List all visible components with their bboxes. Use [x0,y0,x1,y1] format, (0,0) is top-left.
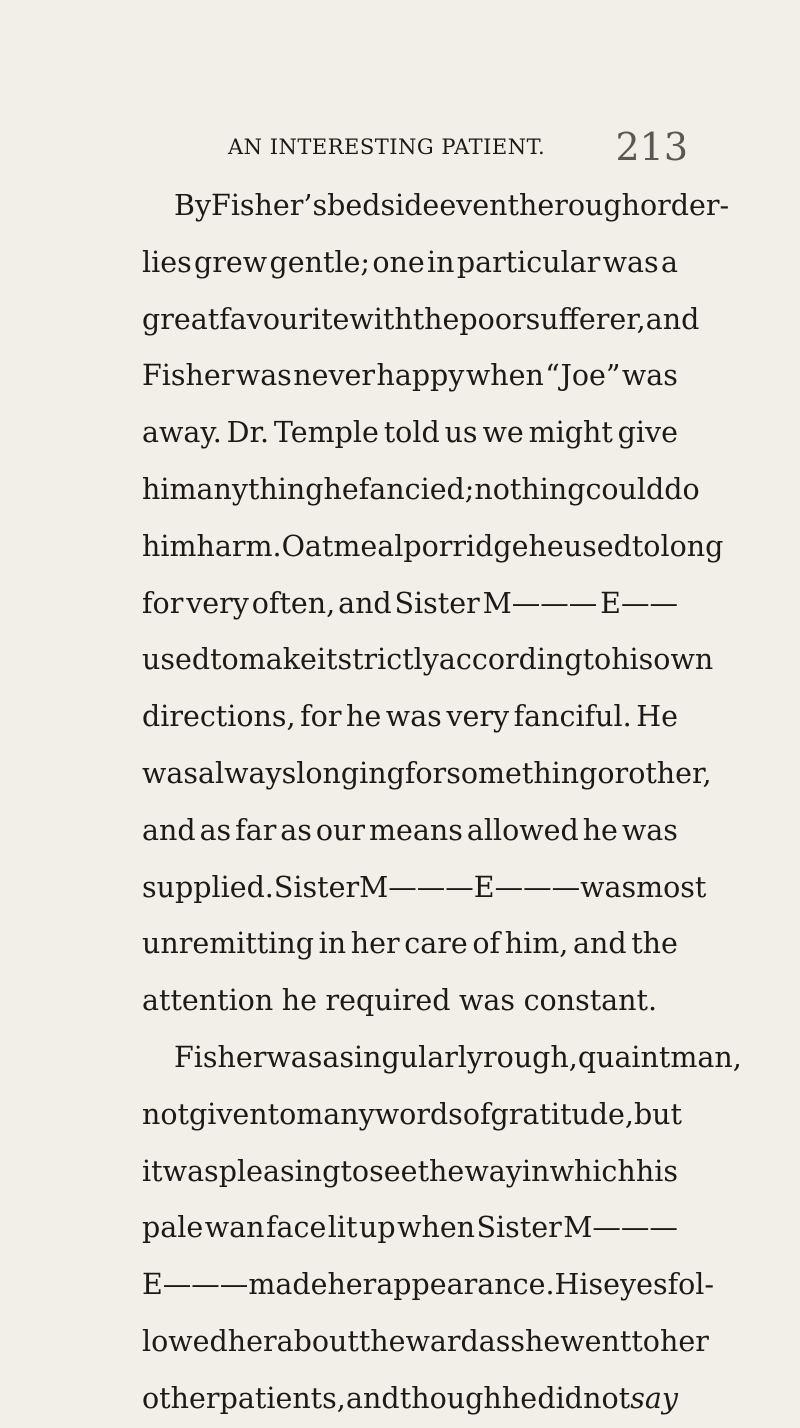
word: we [482,416,524,450]
word: favourite [219,302,350,336]
word: M——— [482,586,598,620]
word: was [235,359,292,393]
text-line [142,519,724,576]
text-line [142,1144,678,1201]
word: to [340,1154,370,1188]
word: to [631,529,661,563]
word: wan [204,1211,265,1245]
word: it [142,1154,163,1188]
page-number: 213 [615,125,688,169]
word: for [300,700,342,734]
word: Sister [476,1211,562,1245]
italic-word: say [630,1381,678,1415]
word: to [582,643,612,677]
word: anything [196,472,324,506]
word: constant. [523,984,658,1018]
word: her [659,1324,709,1358]
word: great [142,302,220,336]
word: away. [142,416,222,450]
word: as [199,813,232,847]
word: rough, [483,1040,578,1074]
text-line [142,746,712,803]
word: her [327,1268,377,1302]
text-line [142,178,730,235]
word: her [227,1324,277,1358]
word: other [142,1381,220,1415]
word: was [385,700,442,734]
word: as [478,1324,511,1358]
page-header [228,125,688,175]
word: was [621,359,678,393]
word: us [444,416,478,450]
word: him [142,472,197,506]
word: eyes [603,1268,668,1302]
word: when [397,1211,476,1245]
word: a [322,1040,340,1074]
text-line [142,973,678,1030]
word: directions, [142,700,296,734]
word: which [549,1154,636,1188]
word: according [438,643,583,677]
word: pleasing [218,1154,341,1188]
word: about [276,1324,359,1358]
word: he [346,700,382,734]
word: and [572,927,627,961]
text-line [142,916,678,973]
word: M——— [359,870,474,904]
word: singularly [339,1040,484,1074]
word: Fisher [174,1040,267,1074]
word: give [617,416,678,450]
word: made [248,1268,328,1302]
word: her [350,927,400,961]
word: was [266,1040,323,1074]
running-head: AN INTERESTING PATIENT. [228,135,546,159]
text-line [142,860,707,917]
word: happy [376,359,465,393]
word: face [265,1211,327,1245]
text-line [142,1200,678,1257]
word: to [267,1097,297,1131]
word: E—— [600,586,678,620]
text-line [142,576,678,633]
word: told [383,416,440,450]
text-line [142,348,678,405]
word: way [464,1154,522,1188]
word: gratitude, [490,1097,634,1131]
word: lit [327,1211,358,1245]
word: very [186,586,249,620]
word: His [554,1268,604,1302]
word: grew [194,245,268,279]
word: E——— [473,870,581,904]
word: longing [296,756,405,790]
text-line [142,235,678,292]
word: lies [142,245,192,279]
word: though [399,1381,502,1415]
word: was [459,984,516,1018]
word: never [293,359,376,393]
word: ward [405,1324,479,1358]
word: lowed [142,1324,228,1358]
word: quaint [577,1040,671,1074]
word: and [142,813,196,847]
word: not [142,1097,189,1131]
word: required [325,984,451,1018]
word: attention [142,984,274,1018]
word: appearance. [376,1268,555,1302]
text-line [142,803,678,860]
word: she [510,1324,561,1358]
word: given [188,1097,268,1131]
word: porridge [403,529,529,563]
word: was [621,813,678,847]
word: or [597,756,629,790]
word: fancied; [358,472,475,506]
word: make [238,643,317,677]
word: something [446,756,598,790]
text-line [142,1087,682,1144]
word: care [404,927,468,961]
word: the [507,189,555,222]
word: particular [456,245,601,279]
word: in [427,245,455,279]
word: the [631,927,678,961]
word: Fisher [142,359,235,393]
word: and [338,586,392,620]
word: gentle; [269,245,371,279]
word: allowed [466,813,579,847]
word: his [611,643,654,677]
word: him [142,529,197,563]
word: to [210,643,239,677]
word: order- [639,189,730,222]
word: for [404,756,447,790]
word: our [315,813,366,847]
word: Oatmeal [281,529,404,563]
word: He [636,700,678,734]
word: “Joe” [545,359,621,393]
word: pale [142,1211,204,1245]
word: used [142,643,211,677]
word: even [439,189,508,222]
word: bedside [327,189,440,222]
word: often, [251,586,336,620]
word: of [462,1097,491,1131]
word: could [585,472,665,506]
word: the [417,1154,465,1188]
word: Dr. [226,416,270,450]
word: most [636,870,707,904]
word: always [198,756,297,790]
word: was [580,870,637,904]
word: many [296,1097,375,1131]
word: long [660,529,724,563]
word: other, [628,756,712,790]
text-line [142,1257,715,1314]
word: to [631,1324,660,1358]
word: was [602,245,659,279]
word: means [369,813,463,847]
text-line [142,1314,709,1371]
word: strictly [337,643,439,677]
word: he [582,813,618,847]
word: might [528,416,613,450]
word: and [346,1381,400,1415]
word: him, [504,927,569,961]
word: Temple [273,416,379,450]
word: with [349,302,413,336]
word: his [635,1154,678,1188]
body-text [142,178,742,1428]
text-line [142,405,678,462]
text-line [142,1371,678,1428]
word: the [358,1324,406,1358]
word: used [563,529,632,563]
word: up [358,1211,396,1245]
word: and [645,302,700,336]
word: it [316,643,338,677]
word: when [465,359,544,393]
word: harm. [196,529,282,563]
word: he [281,984,317,1018]
word: for [142,586,184,620]
word: but [633,1097,682,1131]
word: patients, [219,1381,346,1415]
word: Sister [273,870,360,904]
word: rough [554,189,640,222]
text-line [142,292,700,349]
word: supplied. [142,870,274,904]
word: a [660,245,678,279]
word: he [501,1381,538,1415]
word: the [412,302,460,336]
text-line [142,462,700,519]
word: Fisher’s [211,189,328,222]
word: did [537,1381,583,1415]
word: man, [670,1040,742,1074]
word: poor [459,302,526,336]
word: was [142,756,199,790]
word: nothing [474,472,586,506]
word: By [174,189,212,222]
word: words [374,1097,463,1131]
word: he [323,472,359,506]
word: in [521,1154,550,1188]
word: not [583,1381,631,1415]
word: was [162,1154,219,1188]
word: unremitting [142,927,314,961]
word: of [472,927,501,961]
word: far [235,813,277,847]
word: do [664,472,700,506]
word: own [653,643,714,677]
word: fanciful. [513,700,632,734]
word: sufferer, [525,302,646,336]
text-line [142,632,714,689]
word: he [528,529,564,563]
word: see [369,1154,418,1188]
text-line [142,689,678,746]
word: very [446,700,510,734]
word: as [280,813,312,847]
word: in [318,927,347,961]
word: Sister [394,586,480,620]
word: one [372,245,425,279]
word: M——— [563,1211,678,1245]
word: went [560,1324,632,1358]
word: E——— [142,1268,249,1302]
text-line [142,1030,742,1087]
word: fol- [667,1268,715,1302]
